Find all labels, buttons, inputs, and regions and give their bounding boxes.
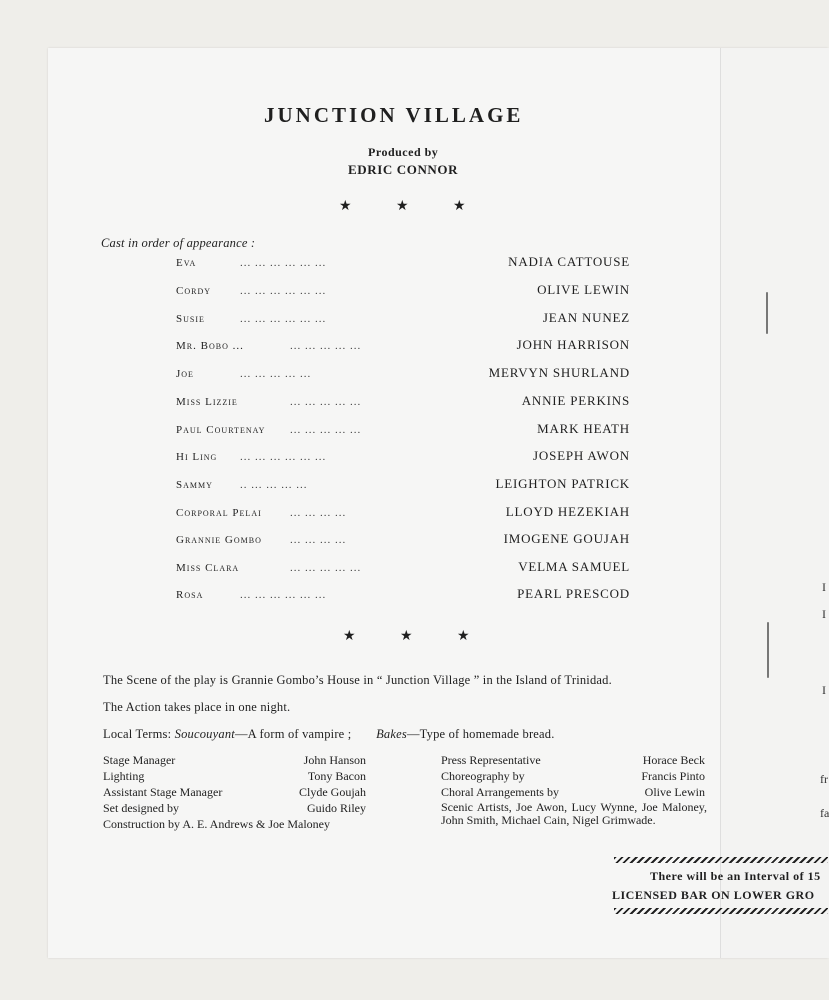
crew-name: Tony Bacon [307, 769, 366, 783]
cast-actor: VELMA SAMUEL [518, 559, 630, 574]
cast-role: Miss Lizzie [176, 396, 238, 408]
cast-leader-dots: ... ... ... ... ... [290, 424, 362, 436]
interval-notice: There will be an Interval of 15 [650, 869, 821, 883]
cast-leader-dots: ... ... ... ... ... [290, 396, 362, 408]
star-icon: ★ [400, 629, 413, 644]
cast-role: Rosa [176, 589, 204, 601]
next-page-edge [720, 48, 829, 958]
cast-role: Joe [176, 368, 194, 380]
cast-role: Miss Clara [176, 562, 240, 574]
cast-leader-dots: ... ... ... ... ... ... [240, 257, 327, 269]
star-icon: ★ [396, 199, 409, 214]
decorative-border-top [614, 857, 828, 863]
next-page-fragment: I [822, 580, 826, 594]
cast-leader-dots: ... ... ... ... ... [290, 340, 362, 352]
cast-actor: MARK HEATH [537, 421, 630, 436]
crew-role: Press Representative [441, 753, 541, 767]
producer-name: EDRIC CONNOR [348, 162, 459, 177]
licensed-bar-notice: LICENSED BAR ON LOWER GRO [612, 888, 815, 902]
cast-role: Corporal Pelai [176, 507, 262, 519]
staple-mark-bottom [767, 622, 769, 678]
cast-actor: JOHN HARRISON [516, 337, 630, 352]
cast-leader-dots: ... ... ... ... ... ... [240, 451, 327, 463]
scene-description: The Scene of the play is Grannie Gombo’s House in “ Junction Village ” in the Island of Trinidad. [103, 673, 612, 687]
next-page-fragment: I [822, 607, 826, 621]
crew-role: Choreography by [441, 769, 525, 783]
crew-role: Assistant Stage Manager [103, 785, 223, 799]
star-icon: ★ [453, 199, 466, 214]
crew-name: Francis Pinto [641, 769, 705, 783]
action-description: The Action takes place in one night. [103, 700, 291, 714]
cast-actor: OLIVE LEWIN [537, 282, 630, 297]
construction-credit: Construction by A. E. Andrews & Joe Maloney [103, 817, 330, 831]
cast-heading: Cast in order of appearance : [101, 236, 256, 250]
crew-role: Set designed by [103, 801, 179, 815]
page-title: JUNCTION VILLAGE [264, 103, 524, 127]
cast-leader-dots: ... ... ... ... ... ... [240, 313, 327, 325]
produced-by-label: Produced by [368, 145, 439, 159]
scenic-artists-credit: Scenic Artists, Joe Awon, Lucy Wynne, Joe Maloney, John Smith, Michael Cain, Nigel Grimwade. [441, 800, 707, 827]
next-page-fragment: fa [820, 806, 829, 820]
decorative-border-bottom [614, 908, 828, 914]
local-terms-label: Local Terms: [103, 727, 172, 741]
cast-actor: NADIA CATTOUSE [508, 254, 630, 269]
cast-actor: IMOGENE GOUJAH [503, 531, 630, 546]
cast-role: Mr. Bobo ... [176, 340, 244, 352]
cast-actor: MERVYN SHURLAND [488, 365, 630, 380]
cast-actor: LEIGHTON PATRICK [495, 476, 630, 491]
crew-name: Guido Riley [307, 801, 366, 815]
crew-name: Horace Beck [642, 753, 705, 767]
local-terms [103, 727, 555, 742]
term-soucouyant-definition: —A form of vampire ; [234, 727, 352, 741]
crew-role: Stage Manager [103, 753, 176, 767]
cast-leader-dots: ... ... ... ... ... [290, 562, 362, 574]
staple-mark-top [766, 292, 768, 334]
cast-role: Cordy [176, 285, 212, 297]
cast-leader-dots: .. ... ... ... ... [240, 479, 308, 491]
cast-role: Grannie Gombo [176, 534, 262, 546]
next-page-fragment: fr [820, 772, 828, 786]
cast-actor: JEAN NUNEZ [542, 310, 630, 325]
cast-leader-dots: ... ... ... ... [290, 534, 347, 546]
star-icon: ★ [343, 629, 356, 644]
cast-role: Hi Ling [176, 451, 218, 463]
cast-actor: ANNIE PERKINS [521, 393, 630, 408]
cast-role: Susie [176, 313, 205, 325]
star-icon: ★ [457, 629, 470, 644]
crew-role: Lighting [103, 769, 145, 783]
cast-leader-dots: ... ... ... ... ... [240, 368, 312, 380]
next-page-fragment: I [822, 683, 826, 697]
crew-name: Olive Lewin [644, 785, 705, 799]
cast-role: Paul Courtenay [176, 424, 266, 436]
star-icon: ★ [339, 199, 352, 214]
cast-actor: LLOYD HEZEKIAH [505, 504, 630, 519]
crew-role: Choral Arrangements by [441, 785, 559, 799]
crew-name: John Hanson [303, 753, 366, 767]
cast-leader-dots: ... ... ... ... [290, 507, 347, 519]
cast-role: Sammy [176, 479, 213, 491]
cast-leader-dots: ... ... ... ... ... ... [240, 285, 327, 297]
term-bakes-definition: —Type of homemade bread. [406, 727, 555, 741]
cast-actor: JOSEPH AWON [533, 448, 630, 463]
cast-role: Eva [176, 257, 197, 269]
cast-actor: PEARL PRESCOD [517, 586, 630, 601]
cast-leader-dots: ... ... ... ... ... ... [240, 589, 327, 601]
term-bakes: Bakes [376, 727, 407, 741]
term-soucouyant: Soucouyant [174, 727, 235, 741]
crew-name: Clyde Goujah [299, 785, 366, 799]
